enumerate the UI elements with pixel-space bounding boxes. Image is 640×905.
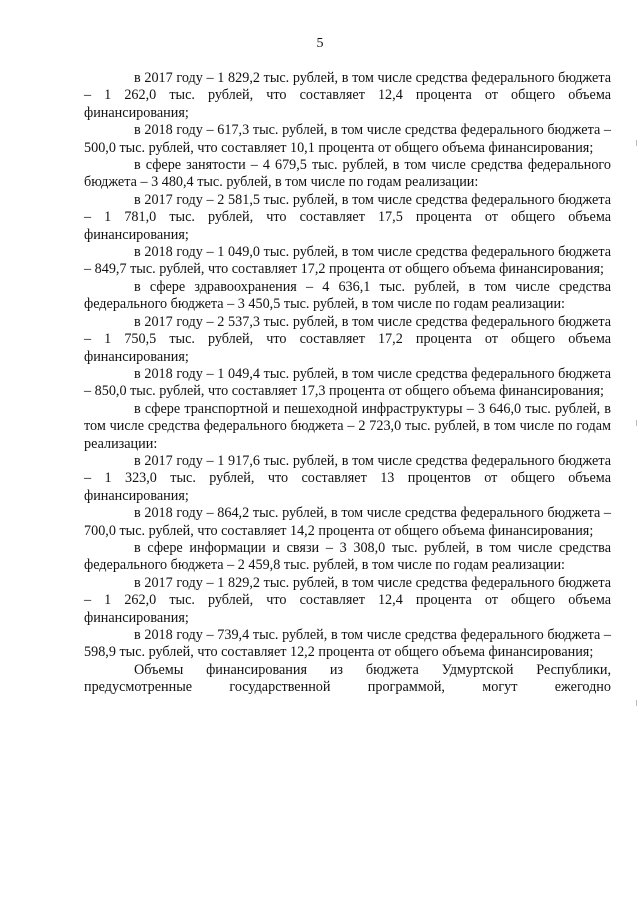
paragraph-employment-total: в сфере занятости – 4 679,5 тыс. рублей, в том числе средства федерального бюджета – 3 480,4 тыс. рублей, в том числе по годам реализации: <box>84 157 611 191</box>
page-number: 5 <box>316 36 324 51</box>
paragraph-healthcare-total: в сфере здравоохранения – 4 636,1 тыс. рублей, в том числе средства федерального бюджета – 3 450,5 тыс. рублей, в том числе по годам реализации: <box>84 278 611 313</box>
document-body <box>84 70 611 697</box>
paragraph-healthcare-2017: в 2017 году – 2 537,3 тыс. рублей, в том числе средства федерального бюджета – 1 750,5 тыс. рублей, что составляет 17,2 процента от общего объема финансирования; <box>84 313 611 365</box>
paragraph-healthcare-2018: в 2018 году – 1 049,4 тыс. рублей, в том числе средства федерального бюджета – 850,0 тыс. рублей, что составляет 17,3 процента от общего объема финансирования; <box>84 365 611 400</box>
scan-edge-mark <box>636 420 637 426</box>
scan-edge-mark <box>636 140 637 146</box>
paragraph-transport-total: в сфере транспортной и пешеходной инфраструктуры – 3 646,0 тыс. рублей, в том числе средства федерального бюджета – 2 723,0 тыс. рублей, в том числе по годам реализации: <box>84 400 611 452</box>
paragraph-2017-general: в 2017 году – 1 829,2 тыс. рублей, в том числе средства федерального бюджета – 1 262,0 тыс. рублей, что составляет 12,4 процента от общего объема финансирования; <box>84 70 611 121</box>
paragraph-employment-2018: в 2018 году – 1 049,0 тыс. рублей, в том числе средства федерального бюджета – 849,7 тыс. рублей, что составляет 17,2 процента от общего объема финансирования; <box>84 244 611 278</box>
scan-edge-mark <box>636 700 637 706</box>
paragraph-republic-budget: Объемы финансирования из бюджета Удмуртской Республики, предусмотренные государственной программой, могут ежегодно <box>84 661 611 696</box>
paragraph-transport-2017: в 2017 году – 1 917,6 тыс. рублей, в том числе средства федерального бюджета – 1 323,0 тыс. рублей, что составляет 13 процентов от общего объема финансирования; <box>84 452 611 504</box>
paragraph-2018-general: в 2018 году – 617,3 тыс. рублей, в том числе средства федерального бюджета – 500,0 тыс. рублей, что составляет 10,1 процента от общего объема финансирования; <box>84 122 611 156</box>
paragraph-transport-2018: в 2018 году – 864,2 тыс. рублей, в том числе средства федерального бюджета – 700,0 тыс. рублей, что составляет 14,2 процента от общего объема финансирования; <box>84 505 611 539</box>
paragraph-information-2018: в 2018 году – 739,4 тыс. рублей, в том числе средства федерального бюджета – 598,9 тыс. рублей, что составляет 12,2 процента от общего объема финансирования; <box>84 627 611 661</box>
paragraph-information-2017: в 2017 году – 1 829,2 тыс. рублей, в том числе средства федерального бюджета – 1 262,0 тыс. рублей, что составляет 12,4 процента от общего объема финансирования; <box>84 574 611 626</box>
paragraph-information-total: в сфере информации и связи – 3 308,0 тыс. рублей, в том числе средства федерального бюджета – 2 459,8 тыс. рублей, в том числе по годам реализации: <box>84 539 611 574</box>
paragraph-employment-2017: в 2017 году – 2 581,5 тыс. рублей, в том числе средства федерального бюджета – 1 781,0 тыс. рублей, что составляет 17,5 процента от общего объема финансирования; <box>84 191 611 243</box>
